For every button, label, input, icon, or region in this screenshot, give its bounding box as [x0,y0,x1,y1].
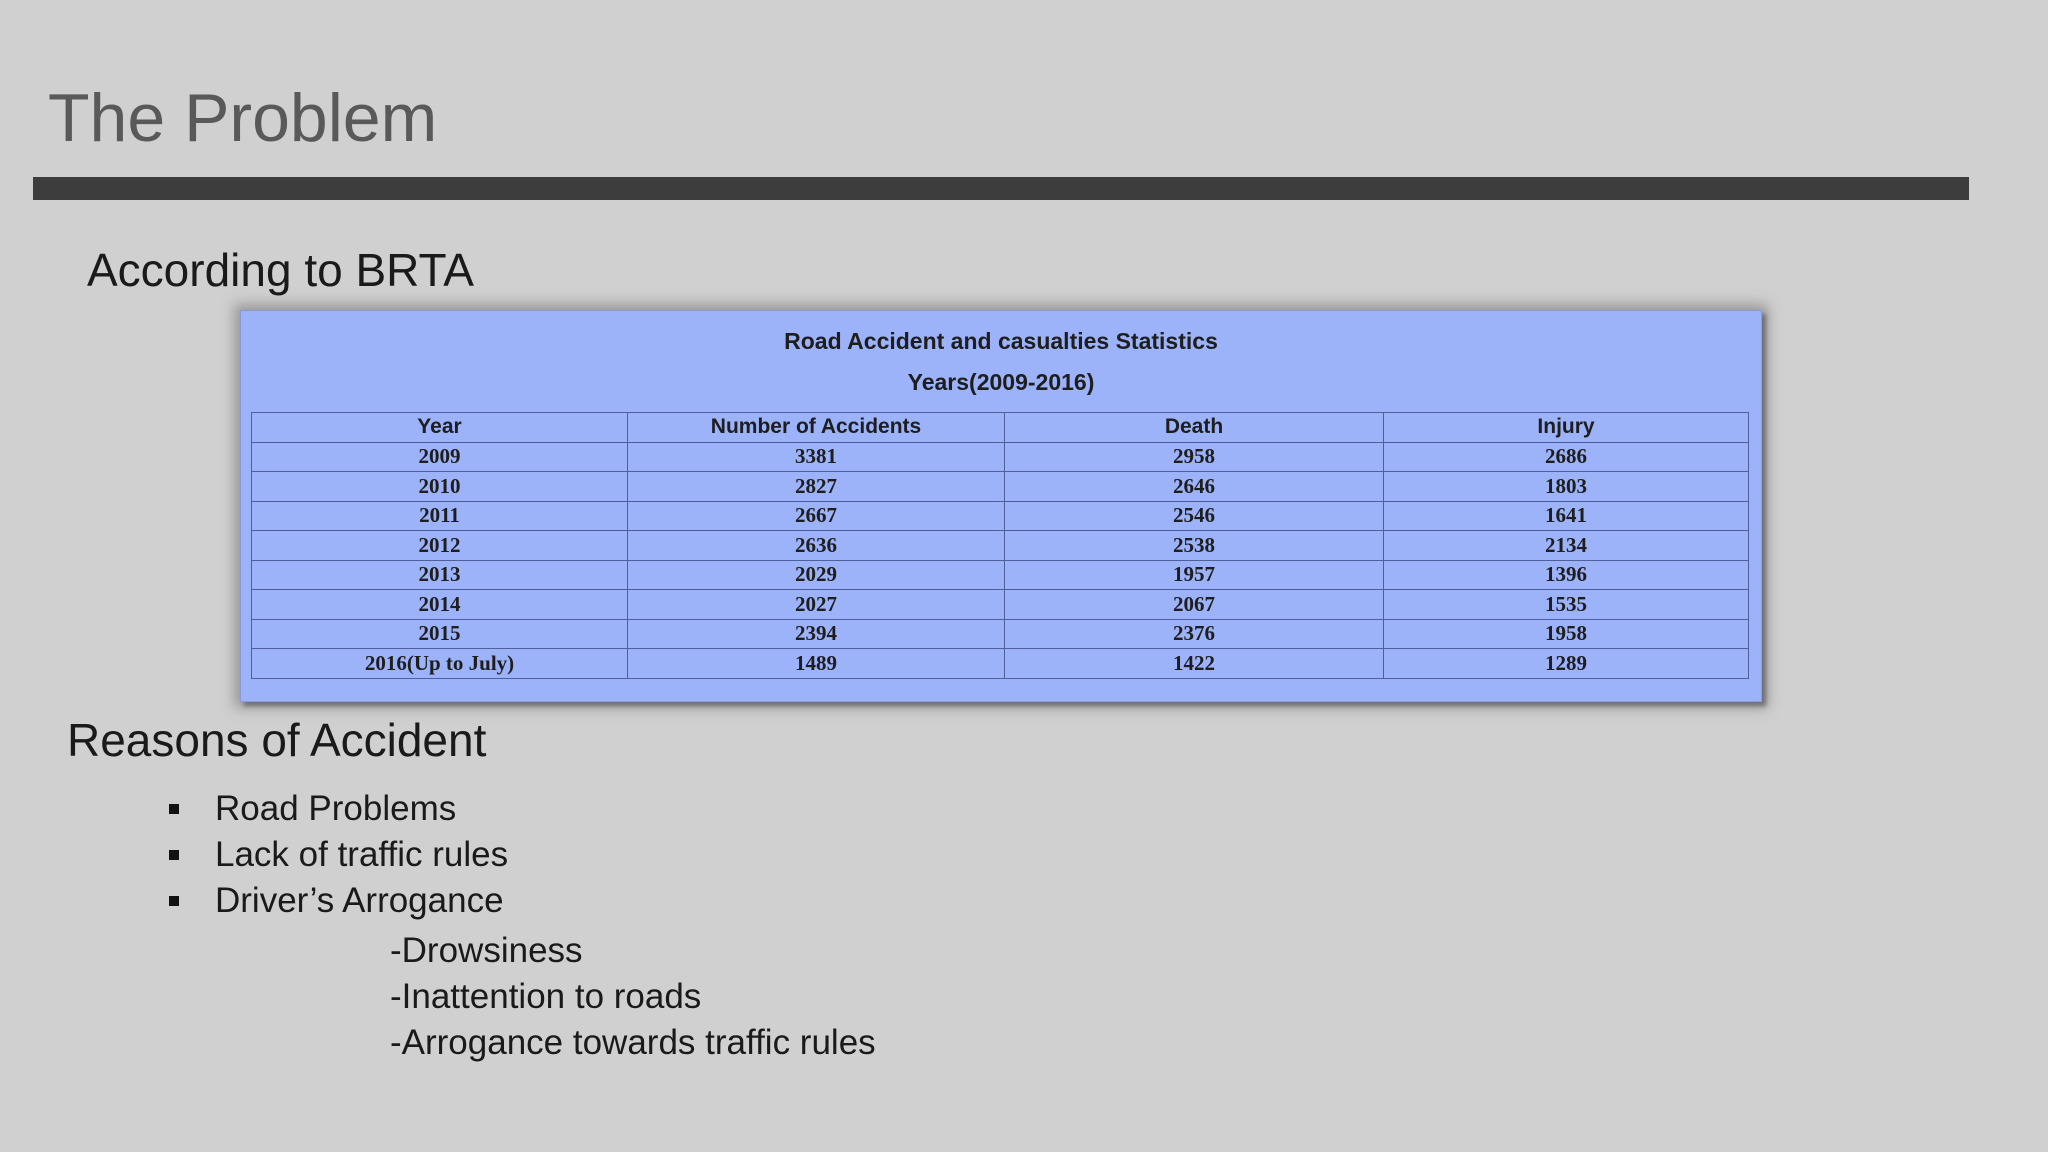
cell-accidents: 2667 [628,501,1005,531]
statistics-table [251,412,1749,679]
cell-death: 1422 [1005,649,1384,679]
cell-year: 2016(Up to July) [252,649,628,679]
sub-reasons-list [390,928,876,1066]
table-subtitle: Years(2009-2016) [907,369,1095,395]
cell-accidents: 3381 [628,442,1005,472]
cell-injury: 1289 [1384,649,1749,679]
cell-accidents: 2029 [628,560,1005,590]
cell-death: 2646 [1005,472,1384,502]
cell-year: 2015 [252,619,628,649]
column-header-accidents: Number of Accidents [628,413,1005,443]
table-row [252,531,1749,561]
cell-year: 2013 [252,560,628,590]
cell-injury: 1641 [1384,501,1749,531]
cell-injury: 2134 [1384,531,1749,561]
square-bullet-icon [169,850,179,860]
source-heading: According to BRTA [87,244,474,296]
cell-year: 2011 [252,501,628,531]
table-row [252,619,1749,649]
table-row [252,442,1749,472]
cell-accidents: 2827 [628,472,1005,502]
reason-text: Road Problems [215,789,457,828]
cell-death: 2546 [1005,501,1384,531]
cell-injury: 2686 [1384,442,1749,472]
cell-accidents: 2636 [628,531,1005,561]
cell-injury: 1535 [1384,590,1749,620]
cell-death: 1957 [1005,560,1384,590]
table-header-row [252,413,1749,443]
table-row [252,560,1749,590]
statistics-table-image [240,310,1762,702]
cell-year: 2014 [252,590,628,620]
cell-death: 2376 [1005,619,1384,649]
cell-death: 2067 [1005,590,1384,620]
table-row [252,590,1749,620]
cell-accidents: 1489 [628,649,1005,679]
reason-text: Lack of traffic rules [215,835,509,874]
table-row [252,649,1749,679]
cell-accidents: 2027 [628,590,1005,620]
square-bullet-icon [169,804,179,814]
square-bullet-icon [169,896,179,906]
cell-injury: 1803 [1384,472,1749,502]
table-title: Road Accident and casualties Statistics [784,328,1218,354]
cell-death: 2958 [1005,442,1384,472]
table-row [252,501,1749,531]
cell-accidents: 2394 [628,619,1005,649]
cell-injury: 1396 [1384,560,1749,590]
table-row [252,472,1749,502]
sub-reason-item: -Inattention to roads [390,977,702,1016]
sub-reason-item: -Arrogance towards traffic rules [390,1023,876,1062]
column-header-year: Year [252,413,628,443]
reasons-heading: Reasons of Accident [67,714,487,766]
cell-death: 2538 [1005,531,1384,561]
cell-injury: 1958 [1384,619,1749,649]
title-divider [33,177,1969,200]
reason-text: Driver’s Arrogance [215,881,504,920]
sub-reason-item: -Drowsiness [390,931,583,970]
cell-year: 2010 [252,472,628,502]
slide-title: The Problem [48,80,438,156]
column-header-death: Death [1005,413,1384,443]
cell-year: 2012 [252,531,628,561]
cell-year: 2009 [252,442,628,472]
column-header-injury: Injury [1384,413,1749,443]
